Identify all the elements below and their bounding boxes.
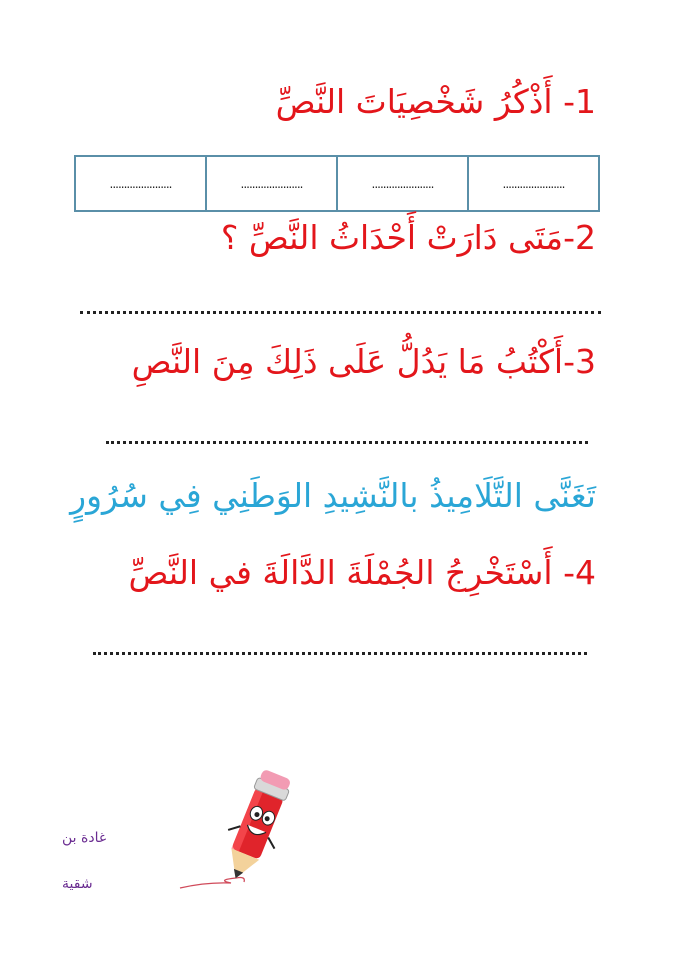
question-3: 3-أَكْتُبُ مَا يَدُلُّ عَلَى ذَلِكَ مِنَ النَّصِ [131,342,596,381]
question-4: 4- أَسْتَخْرِجُ الجُمْلَةَ الدَّالَةَ في النَّصِّ [128,553,596,592]
answer-box-4[interactable]: ...................... [75,156,206,211]
question-1: 1- أَذْكُرُ شَخْصِيَاتَ النَّصِّ [275,82,596,121]
answer-box-3[interactable]: ...................... [206,156,337,211]
answer-line-2[interactable] [80,311,601,314]
author-name-line-2: شقية [62,876,93,892]
answer-box-1[interactable]: ...................... [468,156,599,211]
answer-line-3[interactable] [106,441,588,444]
text-sentence: تَغَنَّى التَّلَامِيذُ بالنَّشِيدِ الوَطَنِي فِي سُرُورٍ [70,476,596,515]
answer-line-4[interactable] [93,652,587,655]
author-name-line-1: غادة بن [62,830,107,846]
cartoon-pencil-icon [176,770,306,895]
question-2: 2-مَتَى دَارَتْ أَحْدَاثُ النَّصِّ ؟ [220,218,596,257]
answer-box-2[interactable]: ...................... [337,156,468,211]
answer-boxes [74,155,600,212]
